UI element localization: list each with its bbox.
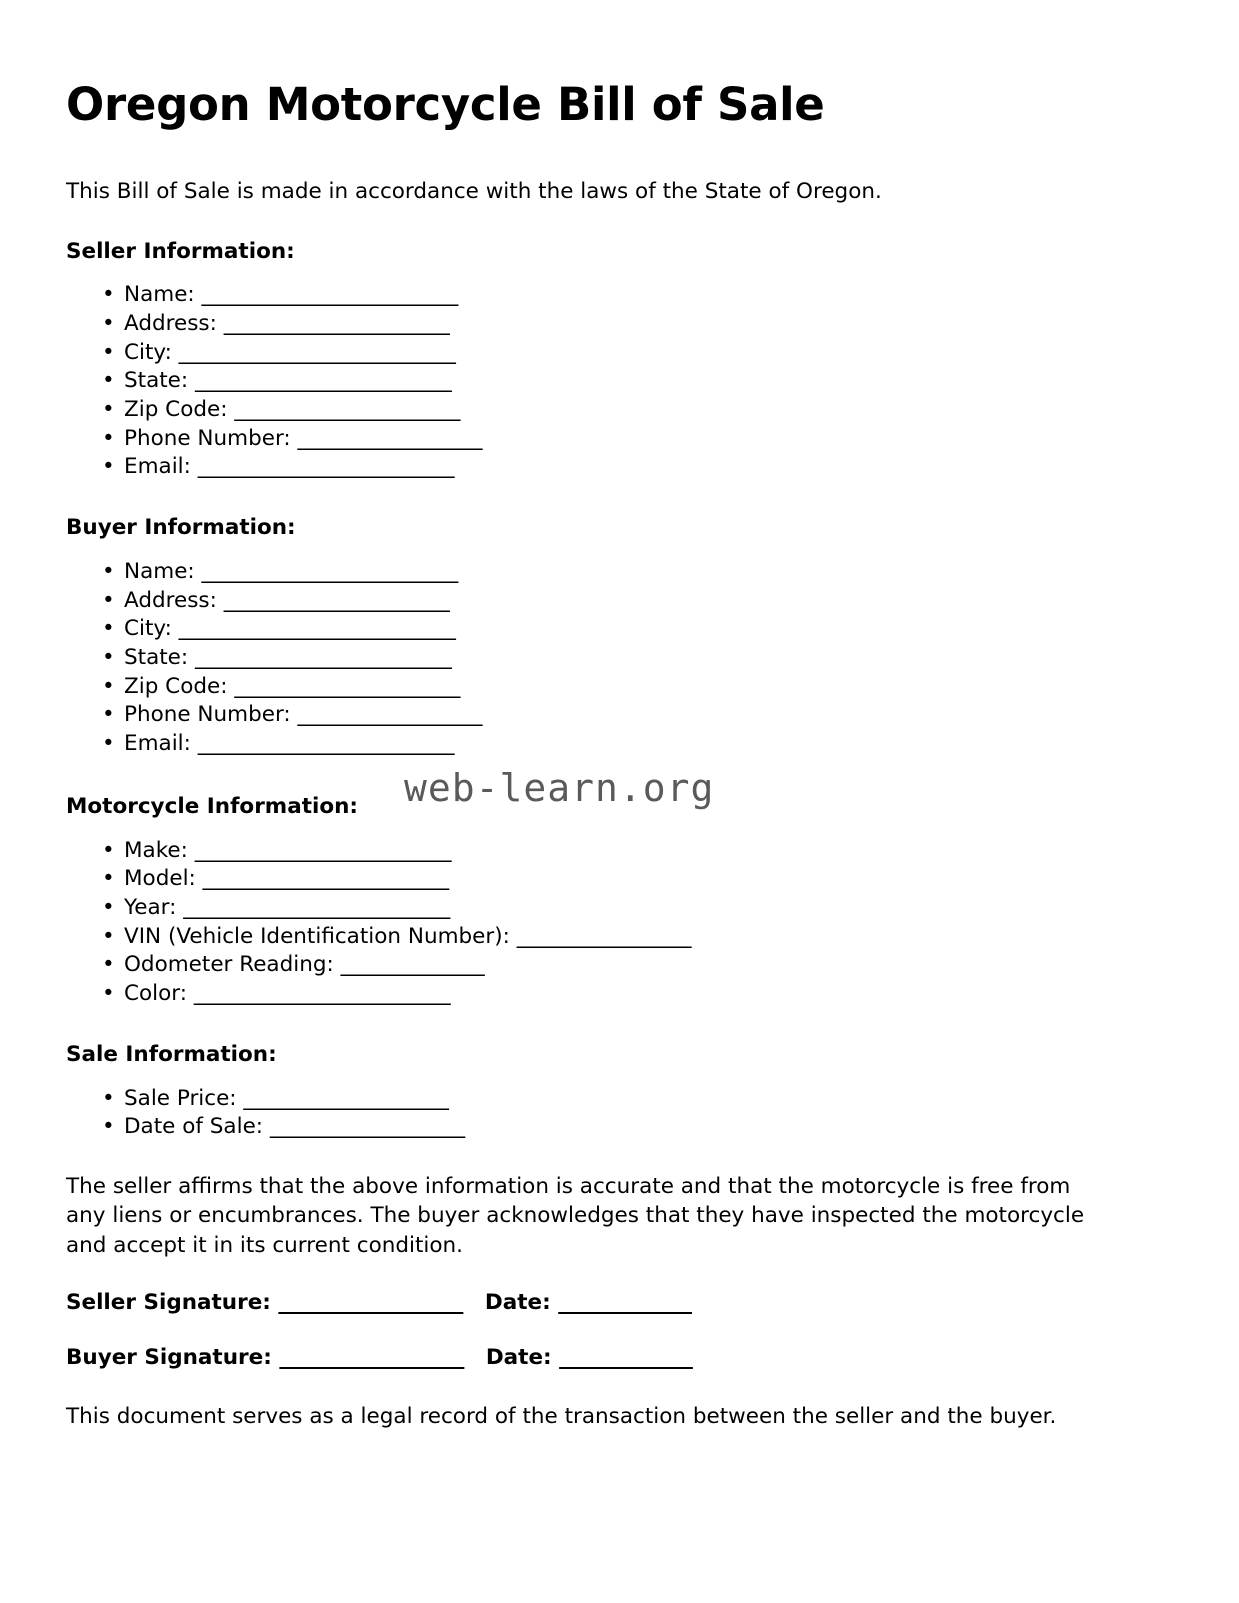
list-item	[66, 865, 1173, 894]
list-item	[66, 453, 1173, 482]
field-label: City:	[124, 339, 172, 365]
list-item	[66, 1113, 1173, 1142]
seller-information-list	[66, 281, 1173, 482]
list-item	[66, 673, 1173, 702]
seller-signature-label: Seller Signature:	[66, 1290, 271, 1316]
page-title: Oregon Motorcycle Bill of Sale	[66, 78, 825, 131]
field-label: Zip Code:	[124, 397, 228, 423]
field-blank[interactable]: ______________________	[234, 397, 460, 423]
field-label: Date of Sale:	[124, 1114, 264, 1140]
field-blank[interactable]: ______________________	[223, 311, 450, 337]
list-item	[66, 951, 1173, 980]
seller-information-heading: Seller Information:	[66, 238, 295, 264]
seller-signature-row	[66, 1290, 1173, 1315]
list-item	[66, 339, 1173, 368]
field-label: Make:	[124, 837, 188, 863]
buyer-date-label: Date:	[485, 1345, 552, 1371]
field-label: Address:	[124, 311, 217, 337]
field-label: Model:	[124, 866, 196, 892]
list-item	[66, 367, 1173, 396]
field-blank[interactable]: __________________________	[183, 895, 450, 921]
list-item	[66, 310, 1173, 339]
list-item	[66, 396, 1173, 425]
field-label: Color:	[124, 981, 187, 1007]
field-blank[interactable]: _________________________	[195, 368, 452, 394]
field-blank[interactable]: _________________	[516, 923, 691, 949]
field-label: Phone Number:	[124, 425, 291, 451]
field-blank[interactable]: ___________________________	[178, 339, 456, 365]
motorcycle-information-heading: Motorcycle Information:	[66, 793, 359, 819]
closing-paragraph: This document serves as a legal record of the transaction between the seller and the buyer.	[66, 1404, 1057, 1430]
field-label: Zip Code:	[124, 673, 228, 699]
field-label: Name:	[124, 559, 195, 585]
list-item	[66, 615, 1173, 644]
field-blank[interactable]: _________________________	[194, 837, 451, 863]
field-blank[interactable]: ______________	[340, 952, 485, 978]
field-blank[interactable]: ___________________________	[178, 616, 456, 642]
buyer-signature-label: Buyer Signature:	[66, 1345, 272, 1371]
field-label: City:	[124, 616, 172, 642]
field-blank[interactable]: ______________________	[234, 673, 460, 699]
field-label: VIN (Vehicle Identification Number):	[124, 923, 510, 949]
sale-information-list	[66, 1085, 1173, 1142]
field-label: Email:	[124, 454, 191, 480]
list-item	[66, 730, 1173, 759]
seller-signature-blank[interactable]: __________________	[278, 1290, 463, 1316]
list-item	[66, 923, 1173, 952]
field-label: Name:	[124, 282, 195, 308]
list-item	[66, 894, 1173, 923]
field-blank[interactable]: ______________________	[223, 587, 450, 613]
field-blank[interactable]: ____________________	[243, 1085, 449, 1111]
field-blank[interactable]: _________________________	[195, 645, 452, 671]
field-label: Address:	[124, 587, 217, 613]
watermark-text: web-learn.org	[404, 766, 715, 810]
field-label: Sale Price:	[124, 1085, 237, 1111]
field-label: Year:	[124, 895, 177, 921]
buyer-signature-row	[66, 1345, 1173, 1370]
list-item	[66, 837, 1173, 866]
list-item	[66, 1085, 1173, 1114]
field-blank[interactable]: __________________	[297, 702, 483, 728]
buyer-information-heading: Buyer Information:	[66, 515, 296, 541]
seller-date-label: Date:	[484, 1290, 551, 1316]
field-blank[interactable]: ___________________	[269, 1114, 465, 1140]
seller-date-blank[interactable]: _____________	[558, 1290, 692, 1316]
intro-paragraph: This Bill of Sale is made in accordance with the laws of the State of Oregon.	[66, 178, 882, 204]
field-label: Email:	[124, 731, 191, 757]
field-blank[interactable]: __________________	[297, 425, 483, 451]
field-label: Phone Number:	[124, 702, 291, 728]
field-blank[interactable]: _________________________	[197, 731, 454, 757]
field-blank[interactable]: _________________________	[193, 981, 451, 1007]
field-blank[interactable]: _________________________	[201, 282, 458, 308]
motorcycle-information-list	[66, 837, 1173, 1009]
list-item	[66, 701, 1173, 730]
list-item	[66, 558, 1173, 587]
list-item	[66, 980, 1173, 1009]
affirmation-paragraph: The seller affirms that the above information is accurate and that the motorcycle is free from any liens or encumbrances. The buyer acknowledges that they have inspected the motorcycle and accept it in its current condition.	[66, 1174, 1085, 1258]
field-blank[interactable]: _________________________	[201, 559, 458, 585]
sale-information-heading: Sale Information:	[66, 1041, 277, 1067]
field-label: State:	[124, 645, 189, 671]
field-label: State:	[124, 368, 189, 394]
buyer-information-list	[66, 558, 1173, 759]
field-blank[interactable]: _________________________	[197, 454, 454, 480]
list-item	[66, 425, 1173, 454]
list-item	[66, 281, 1173, 310]
list-item	[66, 587, 1173, 616]
buyer-date-blank[interactable]: _____________	[559, 1345, 693, 1371]
list-item	[66, 644, 1173, 673]
buyer-signature-blank[interactable]: __________________	[279, 1345, 464, 1371]
field-label: Odometer Reading:	[124, 952, 334, 978]
field-blank[interactable]: ________________________	[202, 866, 449, 892]
